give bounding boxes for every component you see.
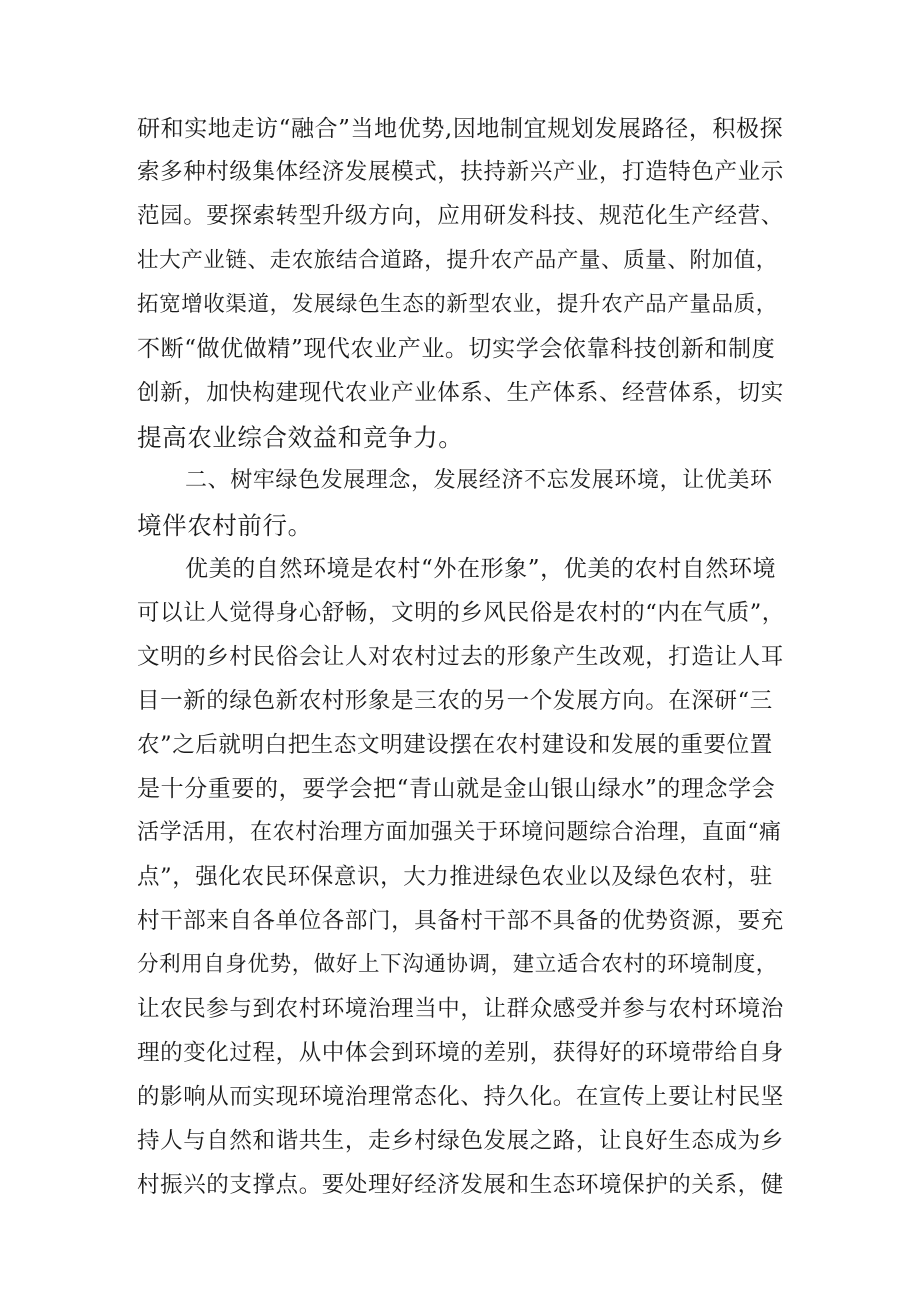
text-line: 让农民参与到农村环境治理当中，让群众感受并参与农村环境治 (137, 996, 784, 1022)
text-line: 不断“做优做精”现代农业产业。切实学会依靠科技创新和制度 (137, 336, 776, 362)
text-line: 索多种村级集体经济发展模式，扶持新兴产业，打造特色产业示 (137, 159, 784, 185)
text-line: 分利用自身优势，做好上下沟通协调，建立适合农村的环境制度， (137, 952, 778, 977)
text-line: 拓宽增收渠道，发展绿色生态的新型农业，提升农产品产量品质， (137, 292, 778, 317)
text-line: 可以让人觉得身心舒畅，文明的乡风民俗是农村的“内在气质”， (137, 600, 785, 626)
text-line: 壮大产业链、走农旅结合道路，提升农产品产量、质量、附加值， (137, 248, 778, 273)
text-line: 点”，强化农民环保意识，大力推进绿色农业以及绿色农村，驻 (137, 864, 773, 890)
text-line: 活学活用，在农村治理方面加强关于环境问题综合治理，直面“痛 (137, 820, 782, 845)
text-line: 农”之后就明白把生态文明建设摆在农村建设和发展的重要位置 (137, 732, 773, 758)
text-line: 范园。要探索转型升级方向，应用研发科技、规范化生产经营、 (137, 203, 784, 229)
text-line: 创新，加快构建现代农业产业体系、生产体系、经营体系，切实 (137, 380, 784, 406)
text-line: 理的变化过程，从中体会到环境的差别，获得好的环境带给自身 (137, 1040, 784, 1066)
text-line: 持人与自然和谐共生，走乡村绿色发展之路，让良好生态成为乡 (137, 1128, 784, 1154)
section-heading-cont: 境伴农村前行。 (137, 511, 313, 540)
text-line: 的影响从而实现环境治理常态化、持久化。在宣传上要让村民坚 (137, 1084, 784, 1110)
text-line: 文明的乡村民俗会让人对农村过去的形象产生改观，打造让人耳 (137, 644, 784, 670)
text-line: 研和实地走访“融合”当地优势,因地制宜规划发展路径，积极探 (137, 116, 784, 142)
text-line: 目一新的绿色新农村形象是三农的另一个发展方向。在深研“三 (137, 688, 773, 714)
text-line: 村振兴的支撑点。要处理好经济发展和生态环境保护的关系，健 (137, 1172, 784, 1198)
text-line: 是十分重要的，要学会把“青山就是金山银山绿水”的理念学会 (137, 776, 776, 802)
section-heading: 二、树牢绿色发展理念，发展经济不忘发展环境，让优美环 (185, 468, 773, 493)
text-line: 优美的自然环境是农村“外在形象”，优美的农村自然环境 (185, 556, 777, 582)
text-line: 提高农业综合效益和竞争力。 (137, 423, 464, 452)
text-line: 村干部来自各单位各部门，具备村干部不具备的优势资源，要充 (137, 908, 784, 934)
